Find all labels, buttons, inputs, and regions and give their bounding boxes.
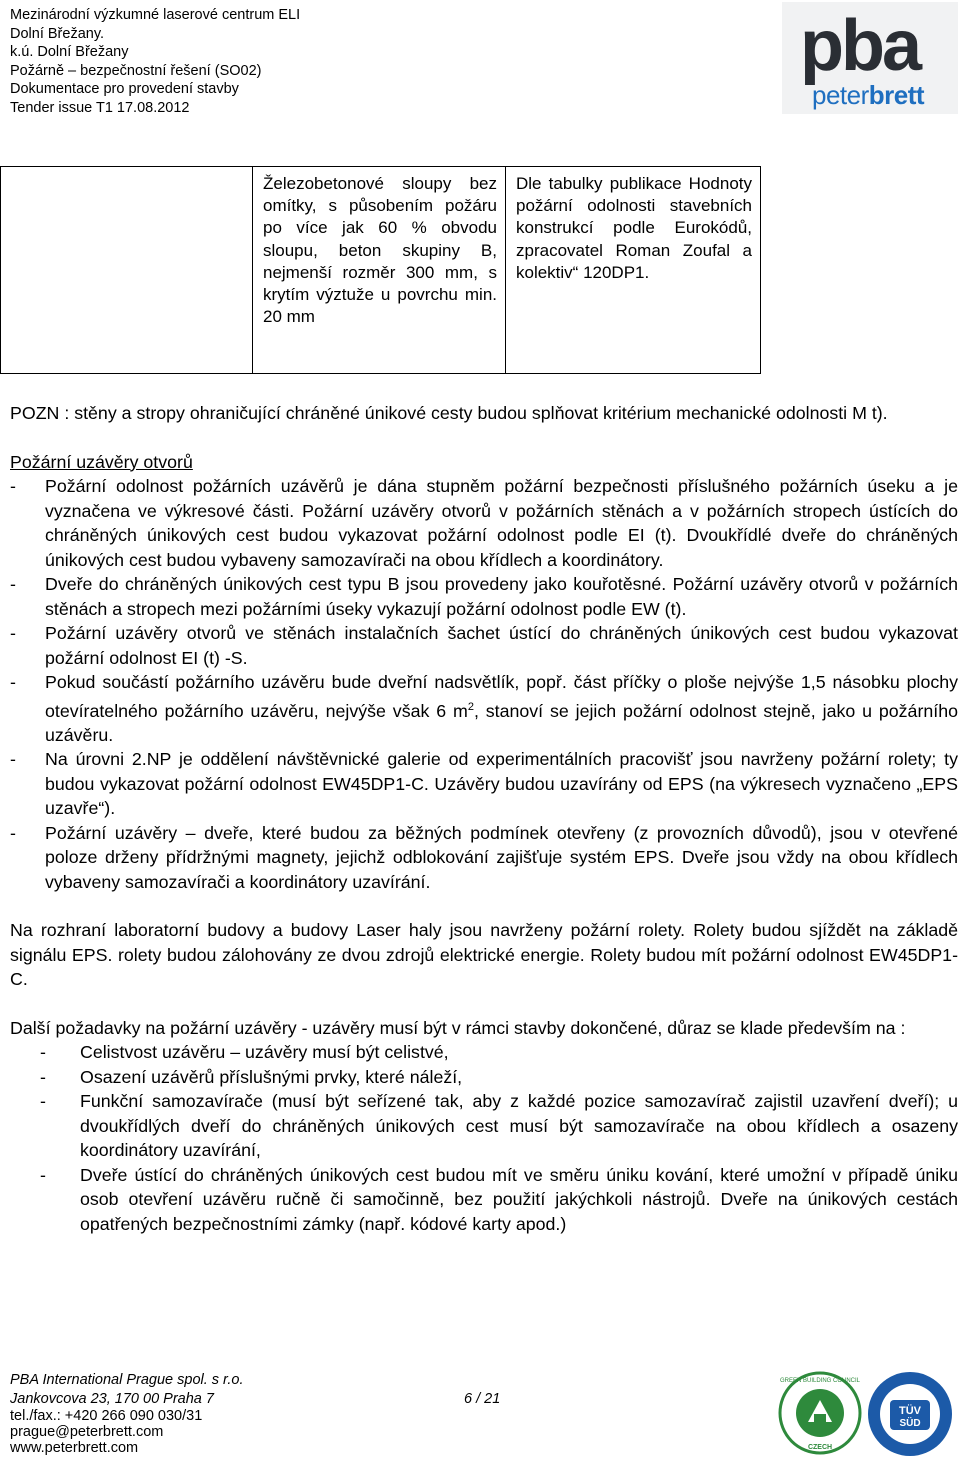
list-item-text: Požární odolnost požárních uzávěrů je dána stupněm požární bezpečnosti příslušného požárních úseku a je vyznačena ve výkresové části. Požární uzávěry otvorů v požárních stěnách a v požárních stropech ústících do chráněných únikových cest budou vykazovat požární odolnost podle EI (t). Dvoukřídlé dveře do chráněných únikových cest budou vybaveny samozavírači na obou křídlech a koordinátory.: [45, 476, 958, 570]
list-dash: -: [10, 476, 16, 496]
document-header: [10, 6, 300, 118]
page-number: 6 / 21: [464, 1391, 501, 1407]
list-item: [10, 621, 958, 670]
list-item-text: Na úrovni 2.NP je oddělení návštěvnické galerie od experimentálních pracovišť jsou navrženy požární rolety; ty budou vykazovat požární odolnost EW45DP1-C. Uzávěry budou uzavírány od EPS (na výkresech vyznačeno „EPS uzavře“).: [45, 749, 958, 819]
list-item: [10, 1163, 958, 1237]
gbc-text: GREEN BUILDING COUNCIL: [779, 1378, 861, 1384]
list-item-text: Celistvost uzávěru – uzávěry musí být celistvé,: [80, 1042, 449, 1063]
list-item-text: Dveře do chráněných únikových cest typu B jsou provedeny jako kouřotěsné. Požární uzávěry otvorů v požárních stěnách a stropech mezi požárními úseky vykazují požární odolnost podle EW (t).: [45, 574, 958, 619]
footer-email: prague@peterbrett.com: [10, 1424, 164, 1441]
logo-sub-bold: brett: [868, 80, 925, 110]
list-item: [10, 572, 958, 621]
list-item: [10, 821, 958, 895]
list-dash: -: [40, 1091, 46, 1112]
document-footer: [10, 1371, 243, 1456]
logo-sub: [812, 82, 924, 108]
list-item: [10, 1040, 958, 1065]
list-item: [10, 474, 958, 572]
header-line: Požárně – bezpečnostní řešení (SO02): [10, 62, 262, 79]
header-line: Tender issue T1 17.08.2012: [10, 99, 190, 116]
header-line: k.ú. Dolní Břežany: [10, 44, 129, 61]
superscript: 2: [467, 700, 474, 713]
table-cell-source: [506, 167, 761, 374]
tuv-sud-badge: [866, 1370, 954, 1458]
list-item-text: Požární uzávěry – dveře, které budou za běžných podmínek otevřeny (z provozních důvodů), jsou v otevřené poloze drženy přídržnými magnety, jejichž odblokování zajišťuje systém EPS. Dveře jsou vždy na obou křídlech vybaveny samozavírači a koordinátory uzavírání.: [45, 822, 958, 892]
tuv-sub: SÜD: [899, 1418, 921, 1429]
footer-address: Jankovcova 23, 170 00 Praha 7: [10, 1390, 214, 1407]
list-dash: -: [10, 749, 16, 770]
section-heading: Požární uzávěry otvorů: [10, 451, 193, 472]
list-dash: -: [10, 672, 16, 692]
fire-resistance-table: [0, 166, 761, 374]
list-item: [10, 747, 958, 821]
logo-sub-regular: peter: [812, 80, 869, 110]
pozn-note: POZN : stěny a stropy ohraničující chráněné únikové cesty budou splňovat kritérium mechanické odolnosti M t).: [10, 403, 888, 423]
footer-company: PBA International Prague spol. s r.o.: [10, 1372, 244, 1388]
company-logo: [782, 2, 958, 114]
list-dash: -: [40, 1164, 46, 1185]
table-cell-text: Železobetonové sloupy bez omítky, s působením požáru po více jak 60 % obvodu sloupu, beton skupiny B, nejmenší rozměr 300 mm, s krytím výztuže u povrchu min. 20 mm: [263, 174, 497, 327]
header-line: Dokumentace pro provedení stavby: [10, 81, 239, 98]
footer-web: www.peterbrett.com: [10, 1440, 139, 1457]
list-dash: -: [10, 623, 16, 643]
list-item-text: Osazení uzávěrů příslušnými prvky, které náleží,: [80, 1066, 463, 1087]
table-cell-empty: [1, 167, 253, 374]
list-item: [10, 670, 958, 747]
list-dash: -: [10, 574, 16, 594]
header-line: Mezinárodní výzkumné laserové centrum ELI: [10, 7, 301, 23]
list-item-text-a: Pokud součástí požárního uzávěru bude dveřní nadsvětlík, popř. část příčky o ploše nejvýše 1,5 násobku plochy otevíratelného požárního uzávěru, nejvýše však 6 m: [45, 672, 958, 721]
header-line: Dolní Břežany.: [10, 25, 105, 42]
main-content: [10, 401, 958, 1236]
list-item-text: Požární uzávěry otvorů ve stěnách instalačních šachet ústící do chráněných únikových cest budou vykazovat požární odolnost EI (t) -S.: [45, 623, 958, 668]
table-cell-text: Dle tabulky publikace Hodnoty požární odolnosti stavebních konstrukcí podle Eurokódů, zpracovatel Roman Zoufal a kolektiv“ 120DP1.: [516, 174, 752, 282]
table-cell-description: [253, 167, 506, 374]
list-item-text: Funkční samozavírače (musí být seřízené tak, aby z každé pozice samozavírač zajistil uzavření dveří); u dvoukřídlých dveří do chráněných únikových cest musí být samozavírače na obou křídlech a osazeny koordinátory uzavírání,: [80, 1091, 958, 1161]
paragraph-dalsi: Další požadavky na požární uzávěry - uzávěry musí být v rámci stavby dokončené, důraz se klade především na :: [10, 1017, 906, 1038]
list-dash: -: [10, 822, 16, 843]
list-item: [10, 1089, 958, 1163]
list-dash: -: [40, 1066, 46, 1087]
tuv-main: TÜV: [899, 1405, 921, 1417]
gbc-bottom: CZECH: [807, 1444, 833, 1451]
list-item-text: Dveře ústící do chráněných únikových cest budou mít ve směru úniku kování, které umožní v případě úniku osob otevření uzávěru ručně či samočinně, bez použití jakýchkoli nástrojů. Dveře na únikových cestách opatřených bezpečnostními zámky (např. kódové karty apod.): [80, 1164, 958, 1234]
table-row: [1, 167, 761, 374]
list-item-text: [45, 670, 958, 747]
list-item: [10, 1065, 958, 1090]
footer-tel: tel./fax.: +420 266 090 030/31: [10, 1408, 203, 1425]
list-dash: -: [40, 1042, 46, 1063]
paragraph-rolety: Na rozhraní laboratorní budovy a budovy Laser haly jsou navrženy požární rolety. Rolety budou sjíždět na základě signálu EPS. rolety budou zálohovány ze dvou zdrojů elektrické energie. Rolety budou mít požární odolnost EW45DP1-C.: [10, 920, 958, 990]
list-item-text-b: , stanoví se jejich požární odolnost stejně, jako u požárního uzávěru.: [45, 700, 958, 745]
logo-main: pba: [800, 6, 920, 86]
green-building-council-badge: [778, 1370, 862, 1456]
